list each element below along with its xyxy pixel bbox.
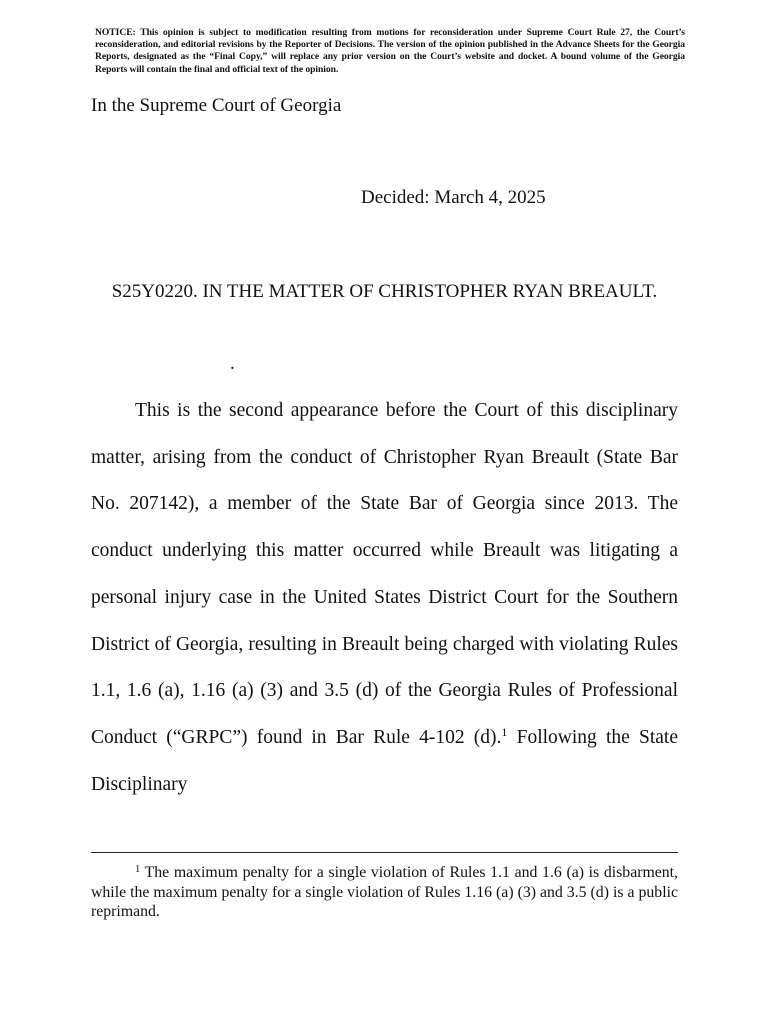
case-title: S25Y0220. IN THE MATTER OF CHRISTOPHER RYAN BREAULT. <box>111 281 658 302</box>
decision-date: Decided: March 4, 2025 <box>361 187 546 208</box>
footnote-divider <box>91 852 678 853</box>
court-name: In the Supreme Court of Georgia <box>91 95 342 116</box>
opinion-notice: NOTICE: This opinion is subject to modification resulting from motions for reconsideration under Supreme Court Rule 27, the Court’s reconsideration, and editorial revisions by the Reporter of Decisions. The version of the opinion published in the Advance Sheets for the Georgia Reports, designated as the “Final Copy,” will replace any prior version on the Court’s website and docket. A bound volume of the Georgia Reports will contain the final and official text of the opinion. <box>95 27 685 75</box>
footnote-text: The maximum penalty for a single violation of Rules 1.1 and 1.6 (a) is disbarment, while the maximum penalty for a single violation of Rules 1.16 (a) (3) and 3.5 (d) is a public reprimand. <box>91 864 678 921</box>
footnote-number: 1 <box>135 864 141 875</box>
body-paragraph-continuation: Following the State Disciplinary <box>91 726 678 795</box>
body-paragraph-text: This is the second appearance before the Court of this disciplinary matter, arising from the conduct of Christopher Ryan Breault (State Bar No. 207142), a member of the State Bar of Georgia since 2013. The conduct underlying this matter occurred while Breault was litigating a personal injury case in the United States District Court for the Southern District of Georgia, resulting in Breault being charged with violating Rules 1.1, 1.6 (a), 1.16 (a) (3) and 3.5 (d) of the Georgia Rules of Professional Conduct (“GRPC”) found in Bar Rule 4-102 (d). <box>91 400 678 748</box>
footnote <box>91 863 678 922</box>
opinion-body-paragraph <box>91 388 678 808</box>
footnote-reference[interactable]: 1 <box>501 724 508 739</box>
separator-dot: . <box>230 353 235 374</box>
